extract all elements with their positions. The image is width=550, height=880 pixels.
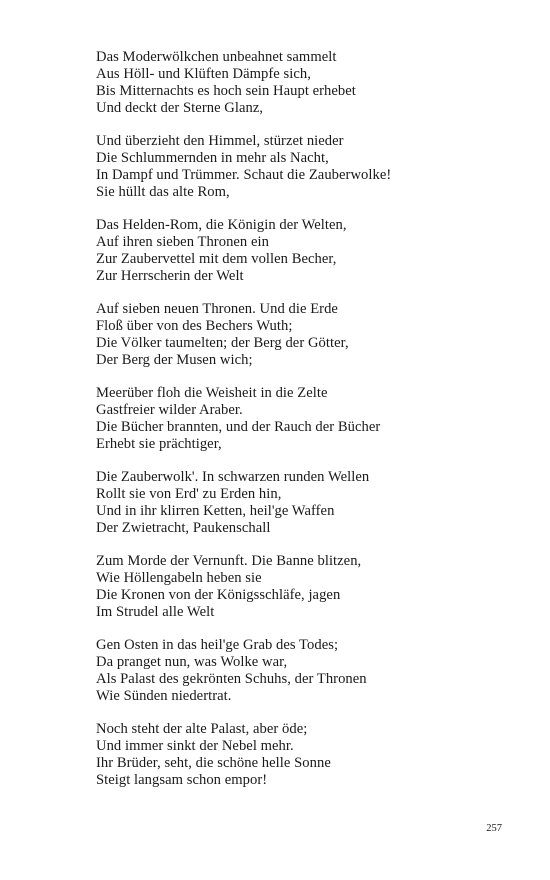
poem-line: Das Helden-Rom, die Königin der Welten,: [96, 217, 347, 233]
poem-line: Meerüber floh die Weisheit in die Zelte: [96, 385, 328, 401]
stanza-6: [96, 469, 516, 537]
poem-line: Gen Osten in das heil'ge Grab des Todes;: [96, 637, 339, 653]
poem-line: Im Strudel alle Welt: [96, 604, 215, 620]
poem-line: Und in ihr klirren Ketten, heil'ge Waffen: [96, 503, 335, 519]
poem-line: Zur Zaubervettel mit dem vollen Becher,: [96, 251, 337, 267]
stanza-7: [96, 553, 516, 621]
poem-line: Ihr Brüder, seht, die schöne helle Sonne: [96, 755, 331, 771]
stanza-2: [96, 133, 516, 201]
poem-line: Das Moderwölkchen unbeahnet sammelt: [96, 49, 337, 65]
poem-line: Der Berg der Musen wich;: [96, 352, 253, 368]
poem-line: Aus Höll- und Klüften Dämpfe sich,: [96, 66, 311, 82]
poem-line: Die Völker taumelten; der Berg der Götter,: [96, 335, 349, 351]
poem-line: Die Bücher brannten, und der Rauch der Bücher: [96, 419, 381, 435]
poem-line: Gastfreier wilder Araber.: [96, 402, 243, 418]
poem-line: Bis Mitternachts es hoch sein Haupt erhebet: [96, 83, 356, 99]
poem-line: Erhebt sie prächtiger,: [96, 436, 222, 452]
poem-line: Als Palast des gekrönten Schuhs, der Thronen: [96, 671, 367, 687]
poem-line: Steigt langsam schon empor!: [96, 772, 268, 788]
poem-line: Floß über von des Bechers Wuth;: [96, 318, 293, 334]
stanza-3: [96, 217, 516, 285]
poem-line: Auf ihren sieben Thronen ein: [96, 234, 269, 250]
poem-line: Die Schlummernden in mehr als Nacht,: [96, 150, 329, 166]
stanza-8: [96, 637, 516, 705]
poem-line: Rollt sie von Erd' zu Erden hin,: [96, 486, 282, 502]
poem-line: Die Kronen von der Königsschläfe, jagen: [96, 587, 341, 603]
poem-line: Wie Höllengabeln heben sie: [96, 570, 262, 586]
stanza-9: [96, 721, 516, 789]
poem-line: Auf sieben neuen Thronen. Und die Erde: [96, 301, 338, 317]
poem-line: Da pranget nun, was Wolke war,: [96, 654, 288, 670]
poem-line: Sie hüllt das alte Rom,: [96, 184, 230, 200]
poem-line: Und deckt der Sterne Glanz,: [96, 100, 264, 116]
poem-line: Und immer sinkt der Nebel mehr.: [96, 738, 294, 754]
poem-line: Zur Herrscherin der Welt: [96, 268, 244, 284]
stanza-1: [96, 49, 516, 117]
poem-line: Wie Sünden niedertrat.: [96, 688, 232, 704]
poem-line: In Dampf und Trümmer. Schaut die Zauberwolke!: [96, 167, 392, 183]
stanza-5: [96, 385, 516, 453]
poem-line: Zum Morde der Vernunft. Die Banne blitzen,: [96, 553, 362, 569]
stanza-4: [96, 301, 516, 369]
poem-body: [96, 49, 516, 805]
poem-line: Noch steht der alte Palast, aber öde;: [96, 721, 308, 737]
poem-line: Die Zauberwolk'. In schwarzen runden Wellen: [96, 469, 370, 485]
poem-line: Und überzieht den Himmel, stürzet nieder: [96, 133, 344, 149]
poem-line: Der Zwietracht, Paukenschall: [96, 520, 271, 536]
page-number: 257: [486, 823, 502, 834]
